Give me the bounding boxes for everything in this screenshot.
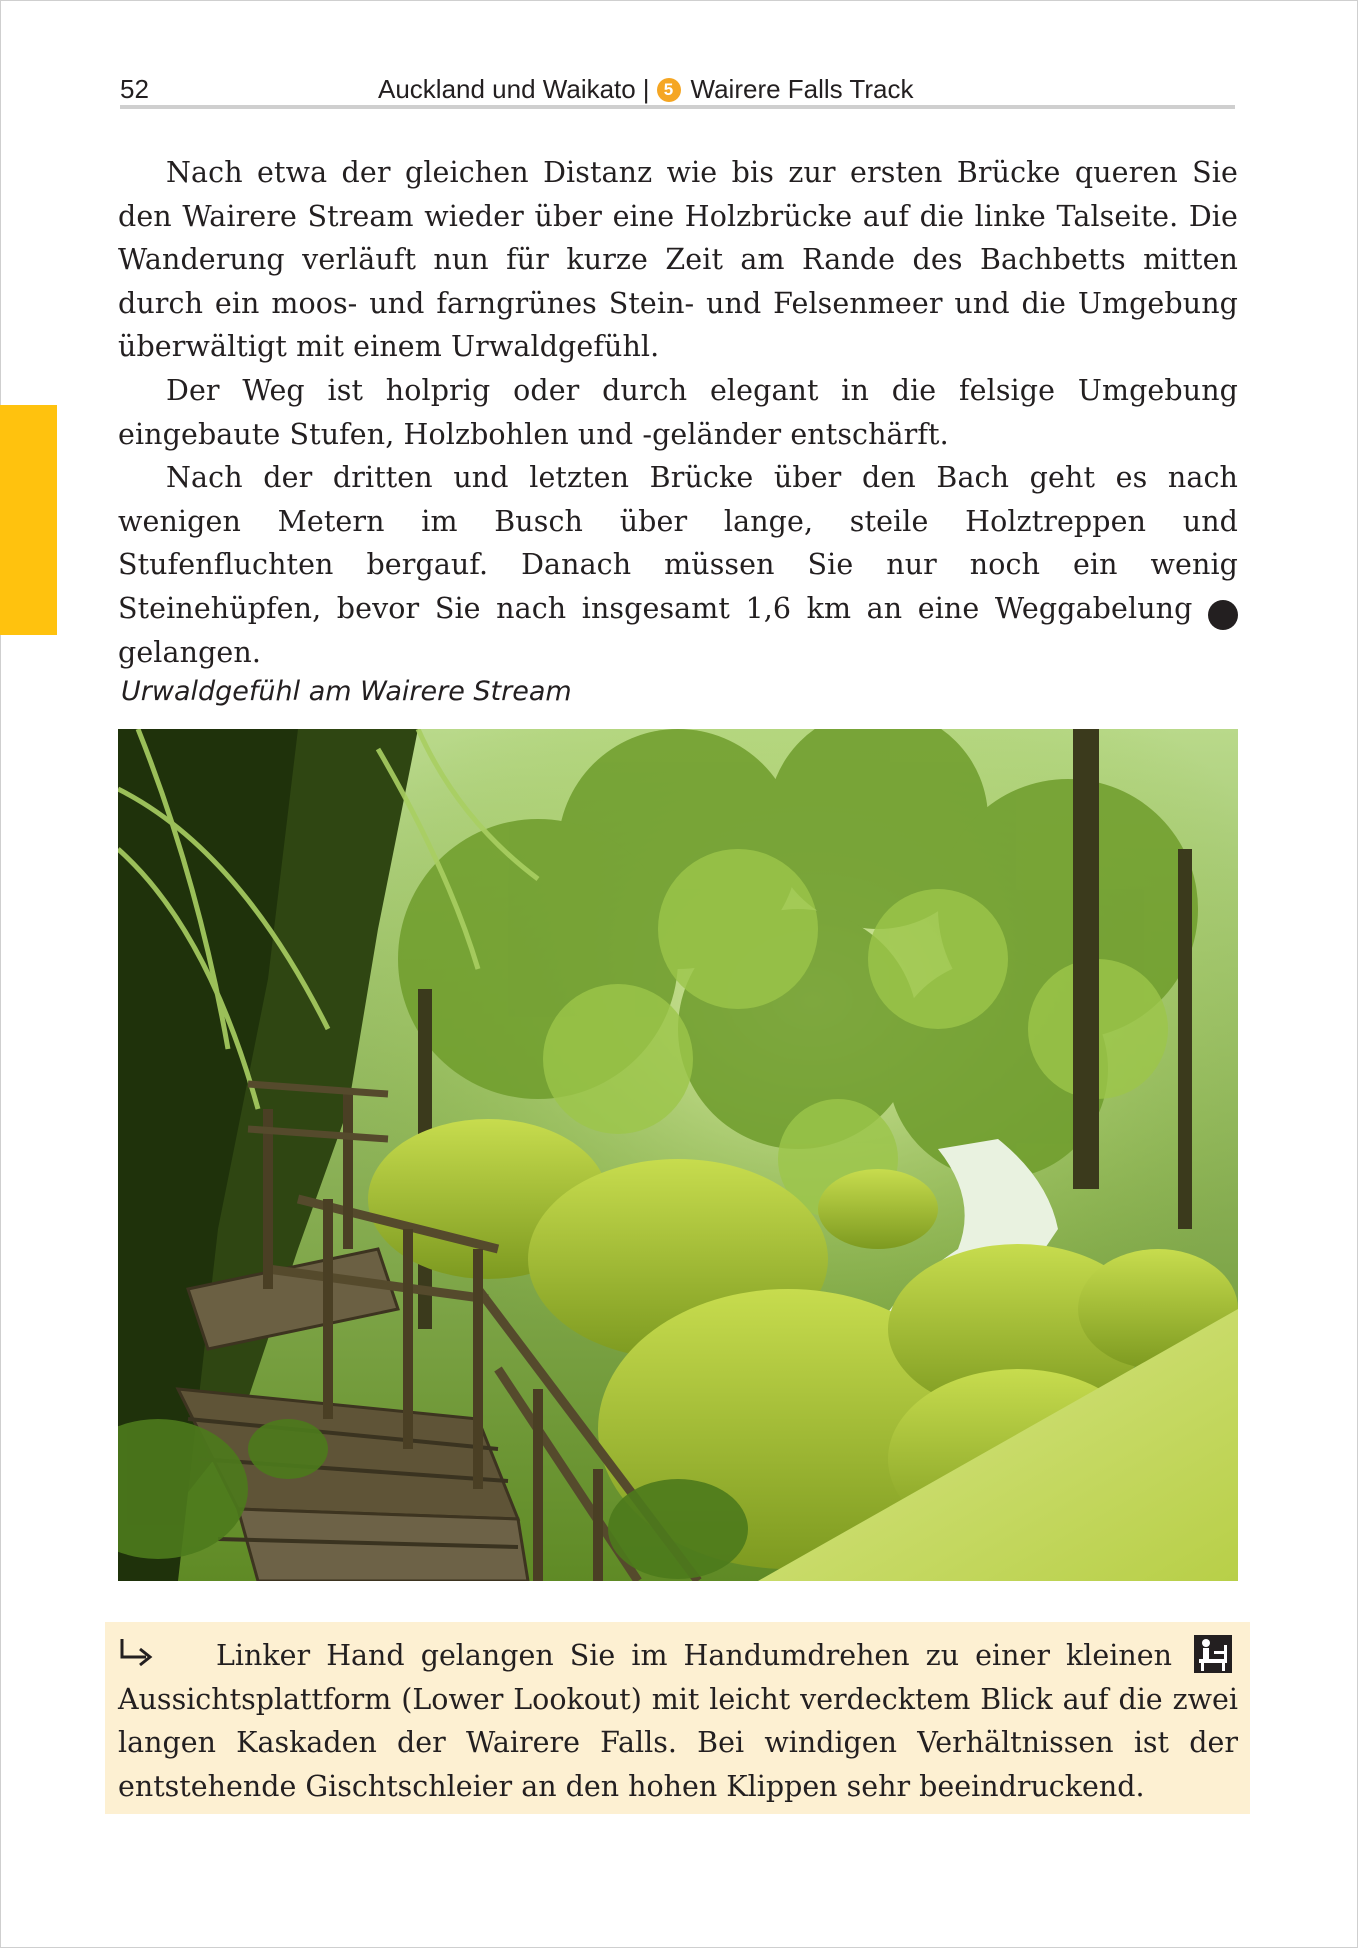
tour-name: Wairere Falls Track bbox=[690, 74, 914, 104]
paragraph-2: Der Weg ist holprig oder durch elegant in die felsige Umgebung eingebaute Stufen, Holzbohlen und -geländer entschärft. bbox=[118, 373, 1238, 451]
paragraph-3-start: Nach der dritten und letzten Brücke über den Bach geht es nach wenigen Metern im Busch über lange, steile Holztreppen und Stufenfluchten bergauf. Danach müssen Sie nur noch ein wenig Steinehüpfen, bevor Sie nach insgesamt 1,6 km an eine Weggabelung bbox=[118, 461, 1238, 625]
waypoint-marker: 2 bbox=[1208, 600, 1238, 630]
header-rule bbox=[120, 105, 1235, 109]
chapter-tab bbox=[0, 405, 57, 635]
lookout-viewpoint-icon bbox=[1194, 1635, 1232, 1673]
page-number: 52 bbox=[120, 74, 149, 104]
info-text-start: Linker Hand gelangen Sie im Handumdrehen zu einer kleinen bbox=[216, 1639, 1172, 1672]
info-text bbox=[118, 1634, 1238, 1808]
photo-caption: Urwaldgefühl am Wairere Stream bbox=[121, 676, 572, 707]
paragraph-3 bbox=[118, 456, 1255, 674]
tour-number-badge: 5 bbox=[657, 78, 681, 102]
info-text-rest: Aussichtsplattform (Lower Lookout) mit leicht verdecktem Blick auf die zwei langen Kaskaden der Wairere Falls. Bei windigen Verhältnissen ist der entstehende Gischtschleier an den hohen Klippen sehr beeindruckend. bbox=[118, 1682, 1238, 1803]
header-separator: | bbox=[642, 74, 650, 104]
body-text bbox=[118, 151, 1255, 674]
turn-right-arrow-icon bbox=[118, 1635, 158, 1671]
page-header bbox=[120, 72, 1235, 106]
region-title: Auckland und Waikato bbox=[378, 74, 636, 104]
paragraph-3-end: gelangen. bbox=[118, 635, 261, 669]
paragraph-1: Nach etwa der gleichen Distanz wie bis zur ersten Brücke queren Sie den Wairere Stream wieder über eine Holzbrücke auf die linke Talseite. Die Wanderung verläuft nun für kurze Zeit am Rande des Bachbetts mitten durch ein moos- und farngrünes Stein- und Felsenmeer und die Umgebung überwältigt mit einem Urwaldgefühl. bbox=[118, 156, 1238, 364]
info-box bbox=[105, 1622, 1250, 1814]
running-header bbox=[378, 74, 913, 105]
forest-photo bbox=[118, 729, 1238, 1581]
